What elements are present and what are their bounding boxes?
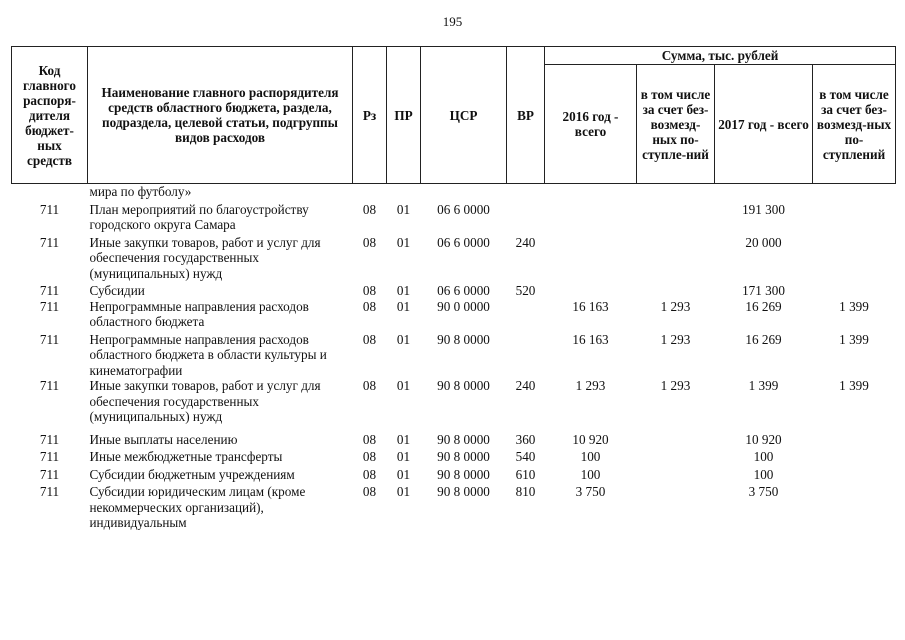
cell-code: 711 [39,234,60,250]
cell-2016-free [637,233,715,282]
cell-rz: 08 [362,378,377,393]
header-2017-total: 2017 год - всего [715,65,813,184]
cell-2017-free [813,281,896,299]
budget-table [11,46,896,531]
cell-pr: 01 [396,283,411,298]
cell-2016-total: 1 293 [575,378,606,393]
cell-2016-total: 100 [580,466,601,482]
cell-code: 711 [39,484,60,499]
cell-code: 711 [39,298,60,314]
cell-pr: 01 [396,331,411,347]
cell-csr: 06 6 0000 [437,234,490,250]
cell-rz: 08 [362,484,377,499]
cell-2017-free [813,425,896,448]
cell-rz: 08 [362,449,377,464]
cell-code: 711 [39,283,60,298]
cell-name: Субсидии юридическим лицам (кроме некоммерческих организаций), индивидуальным [89,484,306,530]
cell-2016-free [637,281,715,299]
cell-2016-free [637,425,715,448]
cell-vr: 360 [515,431,536,447]
header-2017-free: в том числе за счет без-возмезд-ных по-ступлений [813,65,896,184]
cell-2017-total: 16 269 [745,298,782,314]
cell-pr: 01 [396,449,411,464]
header-code: Код главного распоря-дителя бюджет-ных средств [12,47,88,184]
cell-rz: 08 [362,283,377,298]
cell-2016-total [545,233,637,282]
cell-rz: 08 [362,201,377,217]
cell-2016-free [637,184,715,200]
cell-code: 711 [39,331,60,347]
cell-csr: 90 8 0000 [437,466,490,482]
cell-pr: 01 [396,466,411,482]
table-row [12,378,896,425]
cell-csr: 90 8 0000 [437,449,490,464]
cell-csr: 90 0 0000 [437,298,490,314]
cell-2016-free [637,465,715,483]
cell-rz: 08 [362,298,377,314]
cell-2016-free: 1 293 [660,331,691,347]
cell-pr: 01 [396,484,411,499]
cell-name: Непрограммные направления расходов областного бюджета [89,298,309,329]
header-rz: Рз [353,47,387,184]
cell-vr: 540 [515,449,536,464]
header-vr: ВР [507,47,545,184]
cell-pr: 01 [396,431,411,447]
cell-name: План мероприятий по благоустройству городского округа Самара [89,201,309,232]
header-name: Наименование главного распорядителя средств областного бюджета, раздела, подраздела, целевой статьи, подгруппы видов расходов [88,47,353,184]
table-row [12,330,896,379]
cell-code [12,184,88,200]
cell-code: 711 [39,466,60,482]
cell-csr: 06 6 0000 [437,283,490,298]
cell-name: Иные выплаты населению [89,431,238,447]
cell-vr: 610 [515,466,536,482]
cell-2016-total [545,184,637,200]
cell-name: мира по футболу» [89,184,192,199]
cell-2017-free: 1 399 [839,298,869,314]
cell-vr: 810 [515,484,536,499]
cell-vr [507,184,545,200]
cell-2016-free [637,482,715,531]
page-number: 195 [442,14,463,29]
cell-name: Непрограммные направления расходов областного бюджета в области культуры и кинематографии [89,331,327,378]
cell-pr [387,184,421,200]
cell-2016-free [637,447,715,465]
cell-2017-free [813,447,896,465]
cell-2017-free [813,233,896,282]
cell-csr: 90 8 0000 [437,431,490,447]
cell-vr: 240 [515,378,536,393]
cell-2016-total: 10 920 [572,431,609,447]
cell-name: Иные закупки товаров, работ и услуг для обеспечения государственных (муниципальных) нужд [89,234,321,281]
cell-csr: 90 8 0000 [437,378,490,393]
cell-2016-total: 16 163 [572,331,609,347]
table-row [12,482,896,531]
cell-name: Субсидии бюджетным учреждениям [89,466,295,482]
cell-csr: 06 6 0000 [437,201,490,217]
cell-name: Иные закупки товаров, работ и услуг для обеспечения государственных (муниципальных) нужд [89,378,321,424]
table-row [12,425,896,448]
cell-2017-free [813,200,896,233]
cell-pr: 01 [396,298,411,314]
cell-csr: 90 8 0000 [437,331,490,347]
cell-pr: 01 [396,201,411,217]
table-row [12,465,896,483]
table-row [12,281,896,299]
cell-name: Субсидии [89,283,145,298]
cell-pr: 01 [396,378,411,393]
cell-rz: 08 [362,466,377,482]
header-pr: ПР [387,47,421,184]
cell-2017-total: 100 [753,449,774,464]
cell-2016-total: 100 [580,449,601,464]
cell-2016-free: 1 293 [660,298,691,314]
table-row [12,184,896,200]
cell-2016-free: 1 293 [660,378,691,393]
cell-2017-total: 3 750 [748,484,779,499]
header-2016-free: в том числе за счет без-возмезд-ных по-ступле-ний [637,65,715,184]
cell-2017-free [813,482,896,531]
cell-2017-total: 100 [753,466,774,482]
cell-2017-total: 191 300 [742,201,785,217]
cell-csr: 90 8 0000 [437,484,490,499]
cell-2017-free [813,465,896,483]
header-csr: ЦСР [421,47,507,184]
table-row [12,233,896,282]
cell-vr [507,200,545,233]
table-row [12,200,896,233]
cell-rz: 08 [362,234,377,250]
cell-pr: 01 [396,234,411,250]
cell-vr [507,299,545,330]
cell-code: 711 [39,449,60,464]
cell-2016-total [545,281,637,299]
cell-2017-total: 20 000 [745,234,782,250]
cell-rz [353,184,387,200]
cell-code: 711 [39,431,60,447]
cell-vr: 240 [515,234,536,250]
cell-2017-total [715,184,813,200]
table-header [12,47,896,184]
cell-2016-total [545,200,637,233]
header-sum: Сумма, тыс. рублей [545,47,896,65]
cell-code: 711 [39,201,60,217]
cell-2016-total: 16 163 [572,298,609,314]
cell-2017-total: 171 300 [742,283,785,298]
cell-2017-total: 16 269 [745,331,782,347]
cell-code: 711 [39,378,60,393]
cell-2016-total: 3 750 [575,484,606,499]
cell-name: Иные межбюджетные трансферты [89,449,283,464]
cell-2017-total: 1 399 [748,378,779,393]
cell-csr [421,184,507,200]
cell-2016-free [637,200,715,233]
cell-2017-total: 10 920 [745,431,782,447]
cell-vr: 520 [515,283,536,298]
cell-2017-free: 1 399 [839,331,869,347]
cell-vr [507,330,545,379]
cell-2017-free: 1 399 [839,378,869,393]
cell-rz: 08 [362,331,377,347]
table-row [12,299,896,330]
cell-2017-free [813,184,896,200]
cell-rz: 08 [362,431,377,447]
table-row [12,447,896,465]
header-2016-total: 2016 год - всего [545,65,637,184]
table-body [12,184,896,531]
